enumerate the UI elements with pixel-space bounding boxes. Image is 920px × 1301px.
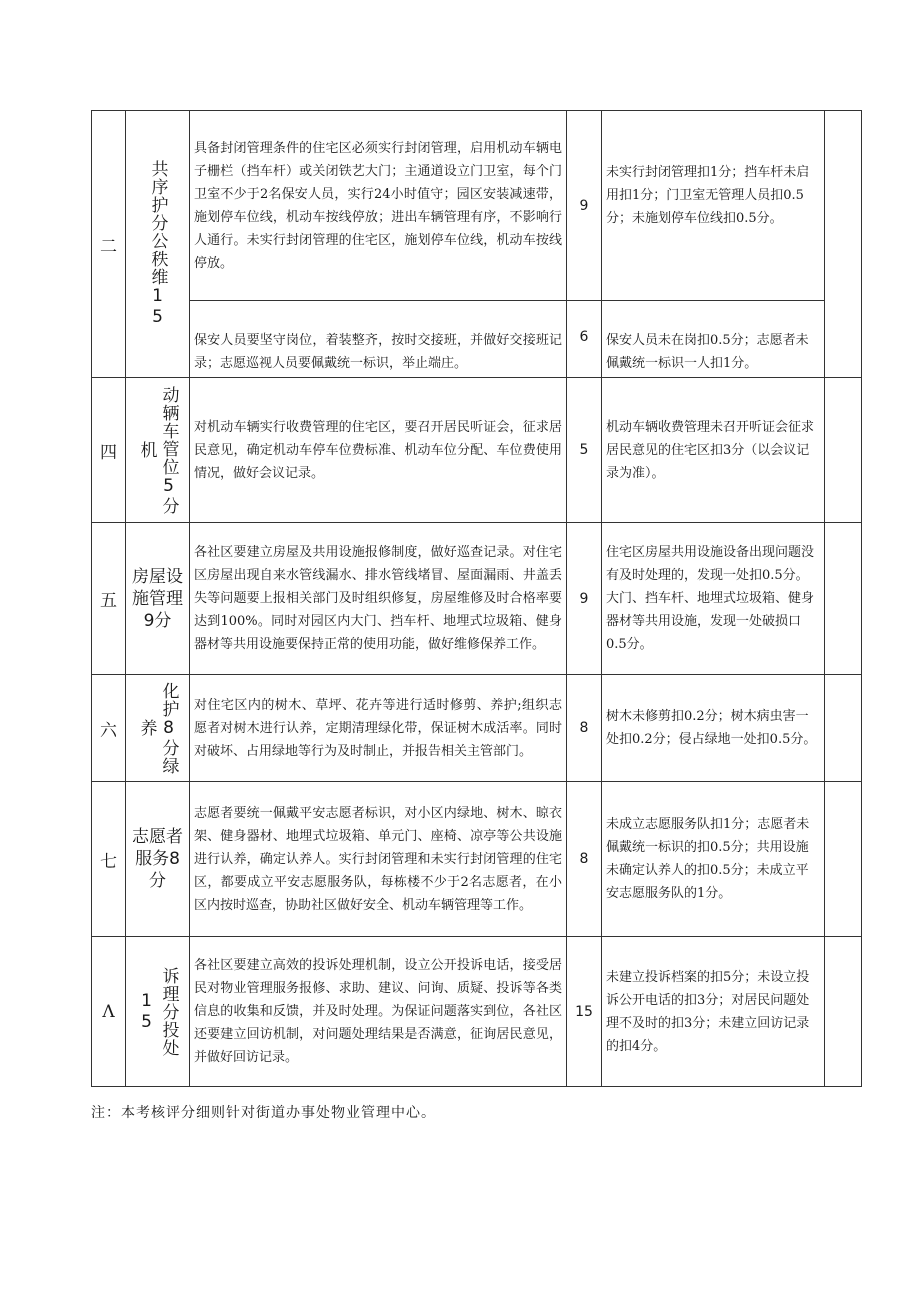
table-row xyxy=(92,675,862,782)
deduction-cell: 未实行封闭管理扣1分；挡车杆未启用扣1分；门卫室无管理人员扣0.5分；未施划停车位线扣0.5分。 xyxy=(602,111,825,301)
deduction-cell: 住宅区房屋共用设施设备出现问题没有及时处理的，发现一处扣0.5分。大门、挡车杆、地埋式垃圾箱、健身器材等共用设施，发现一处破损口0.5分。 xyxy=(602,523,825,675)
row-number: 二 xyxy=(92,111,126,378)
item-label: 房屋设施管理9分 xyxy=(126,523,190,675)
item-cell xyxy=(126,937,190,1087)
standard-cell: 各社区要建立房屋及共用设施报修制度，做好巡查记录。对住宅区房屋出现自来水管线漏水、排水管线堵冒、屋面漏雨、井盖丢失等问题要上报相关部门及时组织修复，房屋维修及时合格率要达到100%。同时对园区内大门、挡车杆、地埋式垃圾箱、健身器材等共用设施要保持正常的使用功能，做好维修保养工作。 xyxy=(190,523,567,675)
standard-cell: 对机动车辆实行收费管理的住宅区，要召开居民听证会，征求居民意见，确定机动车停车位费标准、机动车位分配、车位费使用情况，做好会议记录。 xyxy=(190,378,567,523)
score-cell: 9 xyxy=(567,523,602,675)
row-number: 七 xyxy=(92,782,126,937)
row-number: 五 xyxy=(92,523,126,675)
deduction-cell: 保安人员未在岗扣0.5分；志愿者未佩戴统一标识一人扣1分。 xyxy=(602,301,825,378)
item-label: 志愿者服务8分 xyxy=(126,782,190,937)
standard-cell: 保安人员要坚守岗位，着装整齐，按时交接班，并做好交接班记录；志愿巡视人员要佩戴统一标识，举止端庄。 xyxy=(190,301,567,378)
extra-cell xyxy=(825,782,862,937)
standard-cell: 各社区要建立高效的投诉处理机制，设立公开投诉电话，接受居民对物业管理服务报修、求助、建议、问询、质疑、投诉等各类信息的收集和反馈，并及时处理。为保证问题落实到位，各社区还要建立回访机制，对问题处理结果是否满意，征询居民意见，并做好回访记录。 xyxy=(190,937,567,1087)
table-row xyxy=(92,937,862,1087)
item-label: 诉理分投处15 xyxy=(136,966,179,1057)
deduction-cell: 机动车辆收费管理未召开听证会征求居民意见的住宅区扣3分（以会议记录为准）。 xyxy=(602,378,825,523)
item-label: 共序护分公秩维15 xyxy=(147,160,168,328)
extra-cell xyxy=(825,523,862,675)
standard-cell: 志愿者要统一佩戴平安志愿者标识，对小区内绿地、树木、晾衣架、健身器材、地埋式垃圾箱、单元门、座椅、凉亭等公共设施进行认养，确定认养人。实行封闭管理和未实行封闭管理的住宅区，都要成立平安志愿服务队，每栋楼不少于2名志愿者，在小区内按时巡查，协助社区做好安全、机动车辆管理等工作。 xyxy=(190,782,567,937)
extra-cell xyxy=(825,675,862,782)
extra-cell xyxy=(825,937,862,1087)
table-row xyxy=(92,301,862,378)
table-row xyxy=(92,378,862,523)
scoring-table xyxy=(91,110,862,1087)
extra-cell xyxy=(825,111,862,378)
score-cell: 8 xyxy=(567,782,602,937)
extra-cell xyxy=(825,378,862,523)
table-row xyxy=(92,111,862,301)
standard-cell: 具备封闭管理条件的住宅区必须实行封闭管理，启用机动车辆电子栅栏（挡车杆）或关闭铁艺大门；主通道设立门卫室，每个门卫室不少于2名保安人员，实行24小时值守；园区安装减速带，施划停车位线，机动车按线停放；进出车辆管理有序，不影响行人通行。未实行封闭管理的住宅区，施划停车位线，机动车按线停放。 xyxy=(190,111,567,301)
item-label: 化护8分绿养 xyxy=(136,681,179,775)
score-cell: 9 xyxy=(567,111,602,301)
table-row xyxy=(92,523,862,675)
standard-cell: 对住宅区内的树木、草坪、花卉等进行适时修剪、养护;组织志愿者对树木进行认养，定期清理绿化带，保证树木成活率。同时对破坏、占用绿地等行为及时制止，并报告相关主管部门。 xyxy=(190,675,567,782)
row-number: 六 xyxy=(92,675,126,782)
score-cell: 5 xyxy=(567,378,602,523)
item-cell xyxy=(126,378,190,523)
deduction-cell: 未成立志愿服务队扣1分；志愿者未佩戴统一标识的扣0.5分；共用设施未确定认养人的扣0.5分；未成立平安志愿服务队的1分。 xyxy=(602,782,825,937)
row-number: 四 xyxy=(92,378,126,523)
deduction-cell: 未建立投诉档案的扣5分；未设立投诉公开电话的扣3分；对居民问题处理不及时的扣3分；未建立回访记录的扣4分。 xyxy=(602,937,825,1087)
deduction-cell: 树木未修剪扣0.2分；树木病虫害一处扣0.2分；侵占绿地一处扣0.5分。 xyxy=(602,675,825,782)
table-row xyxy=(92,782,862,937)
score-cell: 15 xyxy=(567,937,602,1087)
score-cell: 6 xyxy=(567,301,602,378)
item-label: 动辆车管位5分机 xyxy=(136,385,179,515)
item-cell xyxy=(126,675,190,782)
row-number: Λ xyxy=(92,937,126,1087)
footnote: 注：本考核评分细则针对街道办事处物业管理中心。 xyxy=(91,1105,436,1121)
item-cell xyxy=(126,111,190,378)
score-cell: 8 xyxy=(567,675,602,782)
